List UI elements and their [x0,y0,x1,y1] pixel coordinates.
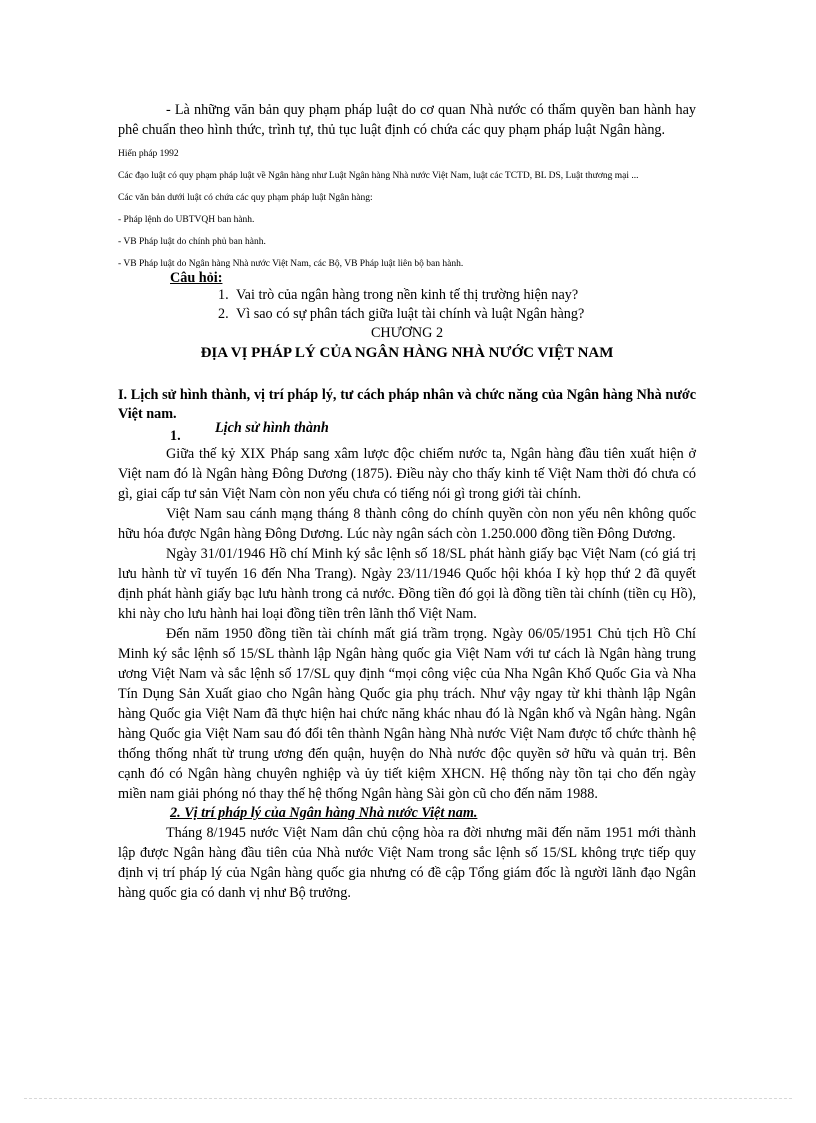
questions-list [118,286,696,324]
note-laws: Các đạo luật có quy phạm pháp luật về Ngân hàng như Luật Ngân hàng Nhà nước Việt Nam, luật các TCTD, BL DS, Luật thương mại ... [118,171,639,181]
question-number: 2. [218,306,229,322]
note-constitution: Hiến pháp 1992 [118,149,179,159]
subsection-number: 1. [170,428,181,444]
note-state-bank-docs: - VB Pháp luật do Ngân hàng Nhà nước Việt Nam, các Bộ, VB Pháp luật liên bộ ban hành. [118,259,464,269]
questions-title: Câu hỏi: [170,270,223,286]
source-notes [118,148,696,270]
history-paragraph-3: Ngày 31/01/1946 Hồ chí Minh ký sắc lệnh số 18/SL phát hành giấy bạc Việt Nam (có giá trị lưu hành từ vĩ tuyến 16 đến Nha Trang). Ngày 23/11/1946 Quốc hội khóa I kỳ họp thứ 2 đã quyết định phát hành giấy bạc lưu hành trong cả nước. Đồng tiền đó gọi là đồng tiền tài chính (tiền cụ Hồ), khi này cho lưu hành hai loại đồng tiền trên lãnh thổ Việt Nam. [118,546,696,622]
subsection-1-heading [118,420,696,444]
page-content [118,100,696,903]
question-text: Vì sao có sự phân tách giữa luật tài chính và luật Ngân hàng? [236,306,585,322]
question-text: Vai trò của ngân hàng trong nền kinh tế thị trường hiện nay? [236,287,579,303]
note-government-docs: - VB Pháp luật do chính phủ ban hành. [118,237,266,247]
section-2-heading: 2. Vị trí pháp lý của Ngân hàng Nhà nước Việt nam. [170,805,478,821]
history-paragraph-1: Giữa thế kỷ XIX Pháp sang xâm lược độc chiếm nước ta, Ngân hàng đầu tiên xuất hiện ở Việt nam đó là Ngân hàng Đông Dương (1875). Điều này cho thấy kinh tế Việt Nam thời đó chưa có gì, giai cấp tư sản Việt Nam còn non yếu chưa có tiếng nói gì trong giới tài chính. [118,446,696,502]
question-item [118,286,696,305]
chapter-title: ĐỊA VỊ PHÁP LÝ CỦA NGÂN HÀNG NHÀ NƯỚC VIỆT NAM [200,345,614,361]
question-number: 1. [218,287,229,303]
history-paragraph-2: Việt Nam sau cánh mạng tháng 8 thành công do chính quyền còn non yếu nên không quốc hữu hóa được Ngân hàng Đông Dương. Lúc này ngân sách còn 1.250.000 đồng tiền Đông Dương. [118,506,696,542]
question-item [118,305,696,324]
chapter-label: CHƯƠNG 2 [370,325,444,341]
legal-position-paragraph: Tháng 8/1945 nước Việt Nam dân chủ cộng hòa ra đời nhưng mãi đến năm 1951 mới thành lập được Ngân hàng đầu tiên của Nhà nước Việt Nam trong sắc lệnh số 15/SL không trực tiếp quy định vị trí pháp lý của Ngân hàng quốc gia nhưng có đề cập Tổng giám đốc là người lãnh đạo Ngân hàng quốc gia có danh vị như Bộ trưởng. [118,825,696,901]
section-1-heading: I. Lịch sử hình thành, vị trí pháp lý, tư cách pháp nhân và chức năng của Ngân hàng Nhà nước Việt nam. [118,387,696,422]
history-paragraph-4: Đến năm 1950 đồng tiền tài chính mất giá trầm trọng. Ngày 06/05/1951 Chủ tịch Hồ Chí Minh ký sắc lệnh số 15/SL thành lập Ngân hàng quốc gia Việt Nam với tư cách là Ngân hàng trung ương Việt Nam và sắc lệnh số 17/SL quy định “mọi công việc của Nha Ngân Khố Quốc Gia và Nha Tín Dụng Sản Xuất giao cho Ngân hàng Quốc gia phụ trách. Như vậy ngay từ khi thành lập Ngân hàng Quốc gia Việt Nam đã thực hiện hai chức năng khác nhau đó là Ngân khố và Ngân hàng. Ngân hàng Quốc gia Việt Nam sau đó đổi tên thành Ngân hàng Nhà nước Việt Nam được tổ chức thành hệ thống thống nhất từ trung ương đến quận, huyện do Nhà nước độc quyền sở hữu và quản trị. Bên cạnh đó có Ngân hàng chuyên nghiệp và ủy tiết kiệm XHCN. Hệ thống này tồn tại cho đến ngày miền nam giải phóng nó thay thế hệ thống Ngân hàng Sài gòn cũ cho đến năm 1988. [118,626,696,802]
page-bottom-divider [24,1098,792,1099]
subsection-title: Lịch sử hình thành [215,420,329,436]
note-sub-law-docs: Các văn bản dưới luật có chứa các quy phạm pháp luật Ngân hàng: [118,193,373,203]
intro-paragraph: - Là những văn bản quy phạm pháp luật do cơ quan Nhà nước có thẩm quyền ban hành hay phê chuẩn theo hình thức, trình tự, thủ tục luật định có chứa các quy phạm pháp luật Ngân hàng. [118,102,696,138]
note-ordinance: - Pháp lệnh do UBTVQH ban hành. [118,215,255,225]
